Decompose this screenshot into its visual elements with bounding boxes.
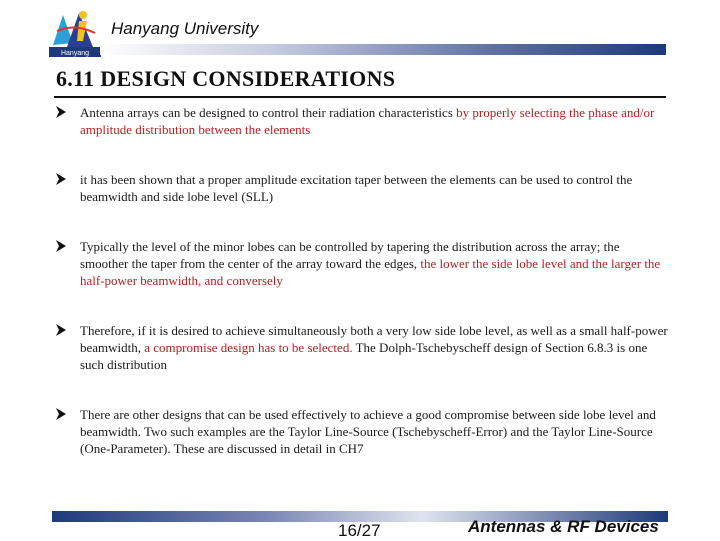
bullet-item <box>54 322 668 373</box>
bullet-highlight: a compromise design has to be selected. <box>144 340 353 355</box>
bullet-highlight: the lower the side lobe level and the larger the half-power beamwidth, and conversely <box>80 256 661 288</box>
bullet-text: There are other designs that can be used effectively to achieve a good compromise between side lobe level and beamwidth. Two such examples are the Taylor Line-Source (Tschebyscheff-Error) and the Taylor Line-Source (One-Parameter). These are discussed in detail in CH7 <box>80 407 656 456</box>
course-title: Antennas & RF Devices <box>468 517 659 536</box>
page-number: 16/27 <box>338 521 381 540</box>
bullet-text-tail: The Dolph-Tschebyscheff design of Section 6.8.3 is one such distribution <box>80 340 648 372</box>
arrow-bullet-icon <box>54 239 68 253</box>
bullet-text: Antenna arrays can be designed to control their radiation characteristics <box>80 105 457 120</box>
arrow-bullet-icon <box>54 407 68 421</box>
arrow-bullet-icon <box>54 172 68 186</box>
bullet-text: Typically the level of the minor lobes can be controlled by tapering the distribution across the array; the smoother the taper from the center of the array toward the edges, <box>80 239 620 271</box>
bullet-highlight: by properly selecting the phase and/or amplitude distribution between the elements <box>80 105 655 137</box>
bullet-text: Therefore, if it is desired to achieve simultaneously both a very low side lobe level, as well as a small half-power beamwidth, <box>80 323 668 355</box>
arrow-bullet-icon <box>54 323 68 337</box>
bullet-item <box>54 238 668 289</box>
logo-caption: Hanyang <box>60 50 90 57</box>
arrow-bullet-icon <box>54 105 68 119</box>
bullet-text: it has been shown that a proper amplitude excitation taper between the elements can be used to control the beamwidth and side lobe level (SLL) <box>80 172 633 204</box>
university-logo <box>49 5 101 57</box>
bullet-item <box>54 406 668 457</box>
bullet-item <box>54 104 668 138</box>
slide-title: 6.11 DESIGN CONSIDERATIONS <box>56 66 396 91</box>
bullet-item <box>54 171 668 205</box>
header-divider-bar <box>100 42 666 53</box>
title-underline <box>54 96 666 98</box>
university-name: Hanyang University <box>111 19 259 38</box>
